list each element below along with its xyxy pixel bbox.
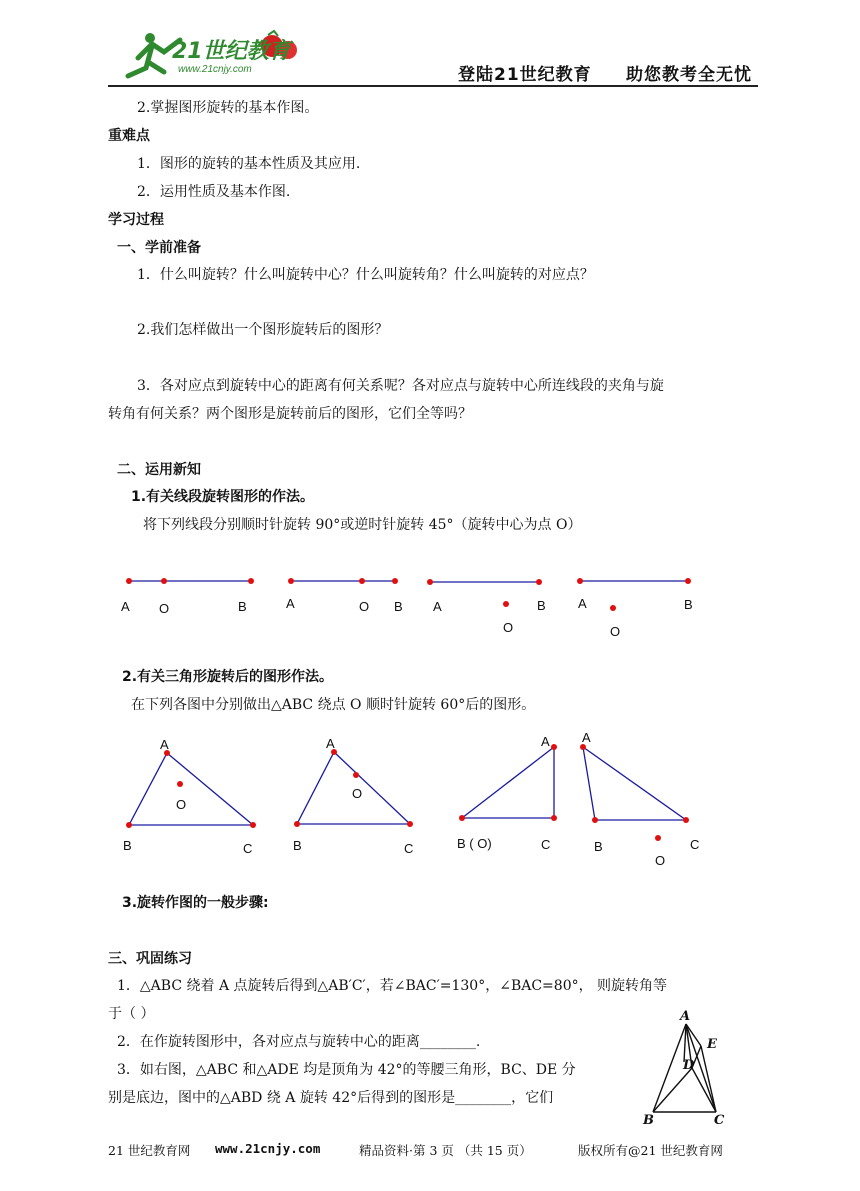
label-o-2: O — [359, 599, 370, 614]
tri3-label-bo: B ( O) — [457, 836, 492, 851]
tri1-label-a: A — [160, 737, 169, 752]
tri3-label-a: A — [541, 734, 550, 749]
label-o-3: O — [503, 620, 514, 635]
label-b-4: B — [684, 597, 693, 612]
label-a-4: A — [578, 596, 587, 611]
logo-title: 21世纪教育 — [172, 39, 291, 64]
heading-process: 学习过程 — [108, 212, 164, 228]
tri2-label-a: A — [326, 736, 335, 751]
footer-copyright: 版权所有@21 世纪教育网 — [578, 1143, 723, 1158]
footer-url[interactable]: www.21cnjy.com — [215, 1141, 321, 1156]
subsection-1-title: 1.有关线段旋转图形的作法。 — [131, 489, 315, 505]
subsection-3-title: 3.旋转作图的一般步骤: — [122, 895, 269, 911]
question-2: 2.我们怎样做出一个图形旋转后的图形？ — [137, 322, 389, 338]
tri1-label-c: C — [243, 841, 253, 856]
label-o-1: O — [159, 601, 170, 616]
subsection-1-desc: 将下列线段分别顺时针旋转 90°或逆时针旋转 45°（旋转中心为点 O） — [143, 517, 582, 533]
objective-2: 2.掌握图形旋转的基本作图。 — [137, 100, 319, 116]
logo-url: www.21cnjy.com — [178, 64, 252, 75]
key-point-1: 1．图形的旋转的基本性质及其应用. — [137, 156, 361, 172]
tri4-label-a: A — [582, 730, 591, 745]
question-1: 1．什么叫旋转？什么叫旋转中心？什么叫旋转角？什么叫旋转的对应点？ — [137, 267, 594, 283]
heading-section-2: 二、运用新知 — [117, 462, 201, 478]
heading-section-3: 三、巩固练习 — [108, 951, 192, 967]
heading-section-1: 一、学前准备 — [117, 240, 201, 256]
fig-label-d: D — [683, 1058, 695, 1073]
tri4-label-b: B — [594, 839, 603, 854]
practice-1-line-1: 1．△ABC 绕着 A 点旋转后得到△AB′C′，若∠BAC′=130°，∠BAC=80°， 则旋转角等 — [117, 978, 668, 994]
footer-page-info: 精品资料·第 3 页 （共 15 页） — [359, 1143, 532, 1158]
header-slogan-2: 助您教考全无忧 — [626, 65, 752, 85]
fig-label-c: C — [714, 1113, 725, 1128]
practice-1-line-2: 于（ ） — [108, 1006, 155, 1022]
footer-site-name: 21 世纪教育网 — [108, 1143, 191, 1158]
label-b-1: B — [238, 599, 247, 614]
fig-label-a: A — [680, 1009, 691, 1024]
tri2-label-o: O — [352, 786, 363, 801]
header-slogan-1: 登陆21世纪教育 — [458, 65, 592, 85]
tri2-label-c: C — [404, 841, 414, 856]
subsection-2-title: 2.有关三角形旋转后的图形作法。 — [122, 669, 334, 685]
label-a-2: A — [286, 596, 295, 611]
key-point-2: 2．运用性质及基本作图. — [137, 184, 291, 200]
label-a-3: A — [433, 599, 442, 614]
label-o-4: O — [610, 624, 621, 639]
question-3-line-1: 3．各对应点到旋转中心的距离有何关系呢？各对应点与旋转中心所连线段的夹角与旋 — [137, 378, 664, 394]
tri2-label-b: B — [293, 838, 302, 853]
practice-2: 2．在作旋转图形中，各对应点与旋转中心的距离________. — [117, 1034, 481, 1050]
practice-3-line-1: 3．如右图，△ABC 和△ADE 均是顶角为 42°的等腰三角形，BC、DE 分 — [117, 1062, 576, 1078]
subsection-2-desc: 在下列各图中分别做出△ABC 绕点 O 顺时针旋转 60°后的图形。 — [131, 697, 536, 713]
label-b-2: B — [394, 599, 403, 614]
fig-label-e: E — [707, 1037, 717, 1052]
practice-3-line-2: 别是底边，图中的△ABD 绕 A 旋转 42°后得到的图形是________，它们 — [108, 1090, 554, 1106]
tri4-label-c: C — [690, 837, 700, 852]
tri1-label-o: O — [176, 797, 187, 812]
tri4-label-o: O — [655, 853, 666, 868]
fig-label-b: B — [643, 1113, 654, 1128]
label-b-3: B — [537, 598, 546, 613]
question-3-line-2: 转角有何关系？两个图形是旋转前后的图形，它们全等吗？ — [108, 406, 472, 422]
tri3-label-c: C — [541, 837, 551, 852]
heading-key-points: 重难点 — [108, 128, 150, 144]
tri1-label-b: B — [123, 838, 132, 853]
label-a-1: A — [121, 599, 130, 614]
